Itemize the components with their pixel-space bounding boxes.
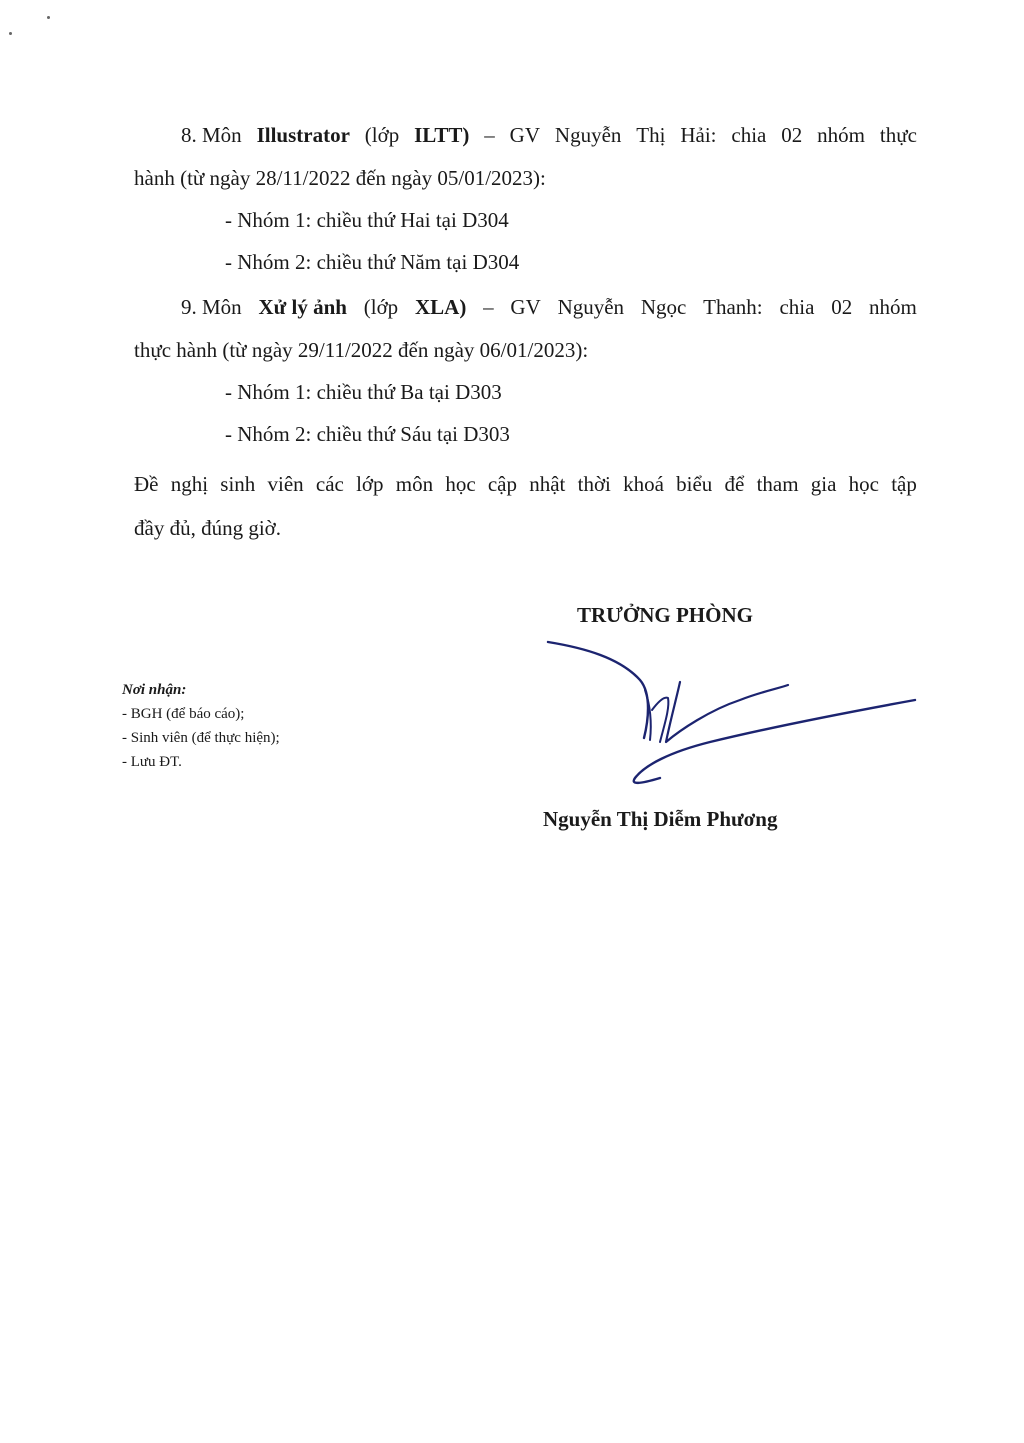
word: chia — [731, 123, 767, 147]
word: Thị — [636, 123, 666, 147]
recipient-item: - Lưu ĐT. — [122, 754, 182, 770]
word: tập — [891, 472, 917, 496]
word: Thanh: — [703, 295, 763, 319]
word: – — [484, 123, 495, 147]
scan-speck — [47, 16, 50, 19]
word: GV — [509, 123, 541, 147]
word: học — [445, 472, 476, 496]
recipient-item: - Sinh viên (để thực hiện); — [122, 730, 280, 746]
section-8-heading — [181, 121, 917, 149]
word: biểu — [676, 472, 713, 496]
word: – — [483, 295, 494, 319]
word: Nguyễn — [557, 295, 625, 319]
class-code: ILTT) — [414, 123, 470, 147]
signer-title: TRƯỞNG PHÒNG — [577, 603, 753, 627]
section-9-group-1: - Nhóm 1: chiều thứ Ba tại D303 — [225, 380, 502, 404]
section-9-dates: thực hành (từ ngày 29/11/2022 đến ngày 06/01/2023): — [134, 338, 589, 362]
word: nhóm — [817, 123, 866, 147]
word: 8. Môn — [181, 123, 242, 147]
word: nhật — [529, 472, 566, 496]
word: lớp — [356, 472, 384, 496]
word: thực — [879, 123, 917, 147]
word: 02 — [781, 123, 803, 147]
course-name: Xử lý ảnh — [258, 295, 347, 319]
word: (lớp — [363, 295, 399, 319]
word: các — [315, 472, 344, 496]
word: cập — [487, 472, 518, 496]
word: 9. Môn — [181, 295, 242, 319]
request-paragraph-line-2: đầy đủ, đúng giờ. — [134, 516, 282, 540]
word: 02 — [831, 295, 853, 319]
word: để — [724, 472, 745, 496]
course-name: Illustrator — [256, 123, 350, 147]
section-8-group-1: - Nhóm 1: chiều thứ Hai tại D304 — [225, 208, 509, 232]
word: nhóm — [869, 295, 917, 319]
word: sinh — [220, 472, 256, 496]
scan-speck — [9, 32, 12, 35]
class-code: XLA) — [414, 295, 467, 319]
word: Đề — [134, 472, 159, 496]
word: khoá — [623, 472, 664, 496]
word: gia — [810, 472, 837, 496]
section-8-group-2: - Nhóm 2: chiều thứ Năm tại D304 — [225, 250, 520, 274]
signer-name: Nguyễn Thị Diễm Phương — [543, 807, 778, 831]
recipient-item: - BGH (để báo cáo); — [122, 706, 245, 722]
word: (lớp — [364, 123, 400, 147]
section-8-dates: hành (từ ngày 28/11/2022 đến ngày 05/01/2023): — [134, 166, 546, 190]
section-9-heading — [181, 293, 917, 321]
handwritten-signature — [540, 630, 930, 800]
request-paragraph-line-1 — [134, 470, 917, 498]
word: chia — [779, 295, 815, 319]
word: Ngọc — [640, 295, 687, 319]
word: viên — [267, 472, 304, 496]
word: nghị — [170, 472, 209, 496]
word: tham — [756, 472, 799, 496]
word: học — [848, 472, 879, 496]
recipients-title: Nơi nhận: — [122, 682, 187, 698]
word: Nguyễn — [554, 123, 622, 147]
section-9-group-2: - Nhóm 2: chiều thứ Sáu tại D303 — [225, 422, 510, 446]
word: Hải: — [680, 123, 717, 147]
word: môn — [395, 472, 434, 496]
word: thời — [577, 472, 611, 496]
word: GV — [510, 295, 541, 319]
recipients-block — [122, 678, 280, 774]
